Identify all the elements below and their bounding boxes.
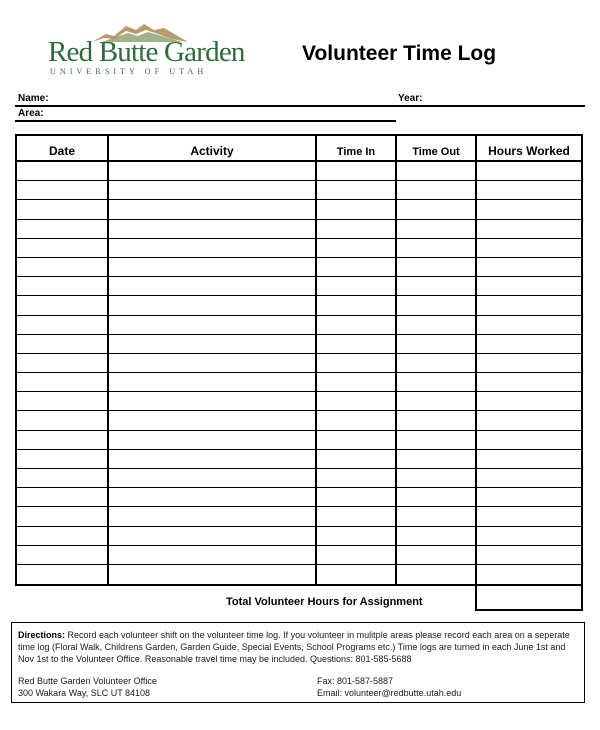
table-row bbox=[17, 239, 581, 258]
date-cell[interactable] bbox=[17, 181, 109, 199]
activity-cell[interactable] bbox=[109, 162, 317, 180]
table-row bbox=[17, 373, 581, 392]
time-in-cell[interactable] bbox=[317, 220, 397, 238]
time-in-cell[interactable] bbox=[317, 565, 397, 584]
date-cell[interactable] bbox=[17, 277, 109, 295]
table-row bbox=[17, 296, 581, 315]
hours-worked-cell[interactable] bbox=[477, 373, 581, 391]
activity-cell[interactable] bbox=[109, 181, 317, 199]
time-in-cell[interactable] bbox=[317, 450, 397, 468]
time-in-cell[interactable] bbox=[317, 258, 397, 276]
total-hours-field[interactable] bbox=[475, 581, 583, 611]
time-out-cell[interactable] bbox=[397, 507, 477, 525]
date-cell[interactable] bbox=[17, 411, 109, 429]
time-in-cell[interactable] bbox=[317, 373, 397, 391]
date-cell[interactable] bbox=[17, 373, 109, 391]
time-in-cell[interactable] bbox=[317, 277, 397, 295]
time-out-cell[interactable] bbox=[397, 431, 477, 449]
time-out-cell[interactable] bbox=[397, 316, 477, 334]
date-cell[interactable] bbox=[17, 239, 109, 257]
time-in-cell[interactable] bbox=[317, 181, 397, 199]
column-header-activity: Activity bbox=[109, 136, 317, 160]
hours-worked-cell[interactable] bbox=[477, 507, 581, 525]
hours-worked-cell[interactable] bbox=[477, 296, 581, 314]
date-cell[interactable] bbox=[17, 488, 109, 506]
date-cell[interactable] bbox=[17, 258, 109, 276]
office-email: Email: volunteer@redbutte.utah.edu bbox=[317, 688, 462, 698]
time-out-cell[interactable] bbox=[397, 527, 477, 545]
activity-cell[interactable] bbox=[109, 546, 317, 564]
hours-worked-cell[interactable] bbox=[477, 431, 581, 449]
date-cell[interactable] bbox=[17, 200, 109, 218]
activity-cell[interactable] bbox=[109, 335, 317, 353]
activity-cell[interactable] bbox=[109, 431, 317, 449]
hours-worked-cell[interactable] bbox=[477, 316, 581, 334]
time-out-cell[interactable] bbox=[397, 239, 477, 257]
time-in-cell[interactable] bbox=[317, 431, 397, 449]
activity-cell[interactable] bbox=[109, 565, 317, 584]
activity-cell[interactable] bbox=[109, 239, 317, 257]
hours-worked-cell[interactable] bbox=[477, 258, 581, 276]
hours-worked-cell[interactable] bbox=[477, 277, 581, 295]
red-butte-garden-logo bbox=[44, 22, 245, 78]
hours-worked-cell[interactable] bbox=[477, 411, 581, 429]
hours-worked-cell[interactable] bbox=[477, 469, 581, 487]
activity-cell[interactable] bbox=[109, 392, 317, 410]
time-in-cell[interactable] bbox=[317, 546, 397, 564]
activity-cell[interactable] bbox=[109, 316, 317, 334]
date-cell[interactable] bbox=[17, 431, 109, 449]
date-cell[interactable] bbox=[17, 162, 109, 180]
directions-box bbox=[11, 622, 585, 703]
date-cell[interactable] bbox=[17, 220, 109, 238]
date-cell[interactable] bbox=[17, 507, 109, 525]
activity-cell[interactable] bbox=[109, 277, 317, 295]
table-row bbox=[17, 354, 581, 373]
table-row bbox=[17, 258, 581, 277]
time-in-cell[interactable] bbox=[317, 335, 397, 353]
column-header-time-out: Time Out bbox=[397, 136, 477, 160]
time-in-cell[interactable] bbox=[317, 392, 397, 410]
date-cell[interactable] bbox=[17, 565, 109, 584]
hours-worked-cell[interactable] bbox=[477, 239, 581, 257]
activity-cell[interactable] bbox=[109, 354, 317, 372]
area-label: Area: bbox=[18, 108, 44, 119]
time-out-cell[interactable] bbox=[397, 488, 477, 506]
hours-worked-cell[interactable] bbox=[477, 200, 581, 218]
table-row bbox=[17, 488, 581, 507]
time-out-cell[interactable] bbox=[397, 162, 477, 180]
logo-subtitle: UNIVERSITY OF UTAH bbox=[50, 67, 208, 76]
time-out-cell[interactable] bbox=[397, 354, 477, 372]
time-out-cell[interactable] bbox=[397, 200, 477, 218]
time-out-cell[interactable] bbox=[397, 373, 477, 391]
activity-cell[interactable] bbox=[109, 200, 317, 218]
activity-cell[interactable] bbox=[109, 411, 317, 429]
activity-cell[interactable] bbox=[109, 527, 317, 545]
time-out-cell[interactable] bbox=[397, 546, 477, 564]
table-row bbox=[17, 431, 581, 450]
time-in-cell[interactable] bbox=[317, 507, 397, 525]
table-row bbox=[17, 450, 581, 469]
hours-worked-cell[interactable] bbox=[477, 527, 581, 545]
time-in-cell[interactable] bbox=[317, 239, 397, 257]
table-row bbox=[17, 469, 581, 488]
table-row bbox=[17, 335, 581, 354]
time-out-cell[interactable] bbox=[397, 450, 477, 468]
table-body bbox=[17, 162, 581, 584]
activity-cell[interactable] bbox=[109, 373, 317, 391]
activity-cell[interactable] bbox=[109, 507, 317, 525]
date-cell[interactable] bbox=[17, 450, 109, 468]
table-row bbox=[17, 316, 581, 335]
date-cell[interactable] bbox=[17, 335, 109, 353]
activity-cell[interactable] bbox=[109, 258, 317, 276]
area-line[interactable] bbox=[15, 120, 396, 122]
date-cell[interactable] bbox=[17, 354, 109, 372]
date-cell[interactable] bbox=[17, 296, 109, 314]
table-row bbox=[17, 411, 581, 430]
year-label: Year: bbox=[398, 93, 423, 104]
hours-worked-cell[interactable] bbox=[477, 546, 581, 564]
activity-cell[interactable] bbox=[109, 450, 317, 468]
time-out-cell[interactable] bbox=[397, 277, 477, 295]
time-in-cell[interactable] bbox=[317, 469, 397, 487]
activity-cell[interactable] bbox=[109, 469, 317, 487]
hours-worked-cell[interactable] bbox=[477, 354, 581, 372]
date-cell[interactable] bbox=[17, 392, 109, 410]
table-row bbox=[17, 392, 581, 411]
table-row bbox=[17, 507, 581, 526]
directions-text bbox=[18, 629, 580, 665]
table-row bbox=[17, 181, 581, 200]
time-in-cell[interactable] bbox=[317, 488, 397, 506]
column-header-time-in: Time In bbox=[317, 136, 397, 160]
time-out-cell[interactable] bbox=[397, 411, 477, 429]
time-in-cell[interactable] bbox=[317, 200, 397, 218]
time-out-cell[interactable] bbox=[397, 258, 477, 276]
hours-worked-cell[interactable] bbox=[477, 162, 581, 180]
time-out-cell[interactable] bbox=[397, 392, 477, 410]
date-cell[interactable] bbox=[17, 527, 109, 545]
page-title: Volunteer Time Log bbox=[302, 42, 497, 65]
activity-cell[interactable] bbox=[109, 296, 317, 314]
time-in-cell[interactable] bbox=[317, 162, 397, 180]
hours-worked-cell[interactable] bbox=[477, 450, 581, 468]
time-log-table bbox=[15, 134, 583, 586]
time-in-cell[interactable] bbox=[317, 411, 397, 429]
date-cell[interactable] bbox=[17, 469, 109, 487]
date-cell[interactable] bbox=[17, 546, 109, 564]
time-out-cell[interactable] bbox=[397, 181, 477, 199]
time-out-cell[interactable] bbox=[397, 469, 477, 487]
directions-body: Record each volunteer shift on the volunteer time log. If you volunteer in mulitple areas please record each area on a seperate time log (Floral Walk, Childrens Garden, Garden Guide, Special Events, School Programs etc.) Time logs are turned in each June 1st and Nov 1st to the Volunteer Office. Reasonable travel time may be included. Questions: 801-585-5688 bbox=[18, 630, 570, 664]
activity-cell[interactable] bbox=[109, 220, 317, 238]
time-in-cell[interactable] bbox=[317, 527, 397, 545]
office-name: Red Butte Garden Volunteer Office bbox=[18, 676, 157, 686]
table-row bbox=[17, 277, 581, 296]
time-out-cell[interactable] bbox=[397, 335, 477, 353]
table-row bbox=[17, 527, 581, 546]
time-out-cell[interactable] bbox=[397, 296, 477, 314]
hours-worked-cell[interactable] bbox=[477, 220, 581, 238]
table-row bbox=[17, 162, 581, 181]
date-cell[interactable] bbox=[17, 316, 109, 334]
total-hours-label: Total Volunteer Hours for Assignment bbox=[226, 596, 423, 608]
activity-cell[interactable] bbox=[109, 488, 317, 506]
time-in-cell[interactable] bbox=[317, 354, 397, 372]
logo-name: Red Butte Garden bbox=[48, 36, 245, 68]
hours-worked-cell[interactable] bbox=[477, 488, 581, 506]
time-out-cell[interactable] bbox=[397, 565, 477, 584]
name-label: Name: bbox=[18, 93, 49, 104]
office-fax: Fax: 801-587-5887 bbox=[317, 676, 394, 686]
directions-label: Directions: bbox=[18, 630, 66, 640]
table-row bbox=[17, 200, 581, 219]
time-in-cell[interactable] bbox=[317, 296, 397, 314]
table-row bbox=[17, 220, 581, 239]
name-year-line[interactable] bbox=[15, 105, 585, 107]
column-header-date: Date bbox=[17, 136, 109, 160]
office-address: 300 Wakara Way, SLC UT 84108 bbox=[18, 688, 151, 698]
column-header-hours-worked: Hours Worked bbox=[488, 144, 570, 158]
table-row bbox=[17, 546, 581, 565]
hours-worked-cell[interactable] bbox=[477, 392, 581, 410]
time-in-cell[interactable] bbox=[317, 316, 397, 334]
table-header bbox=[17, 136, 581, 162]
time-out-cell[interactable] bbox=[397, 220, 477, 238]
hours-worked-cell[interactable] bbox=[477, 181, 581, 199]
hours-worked-cell[interactable] bbox=[477, 335, 581, 353]
